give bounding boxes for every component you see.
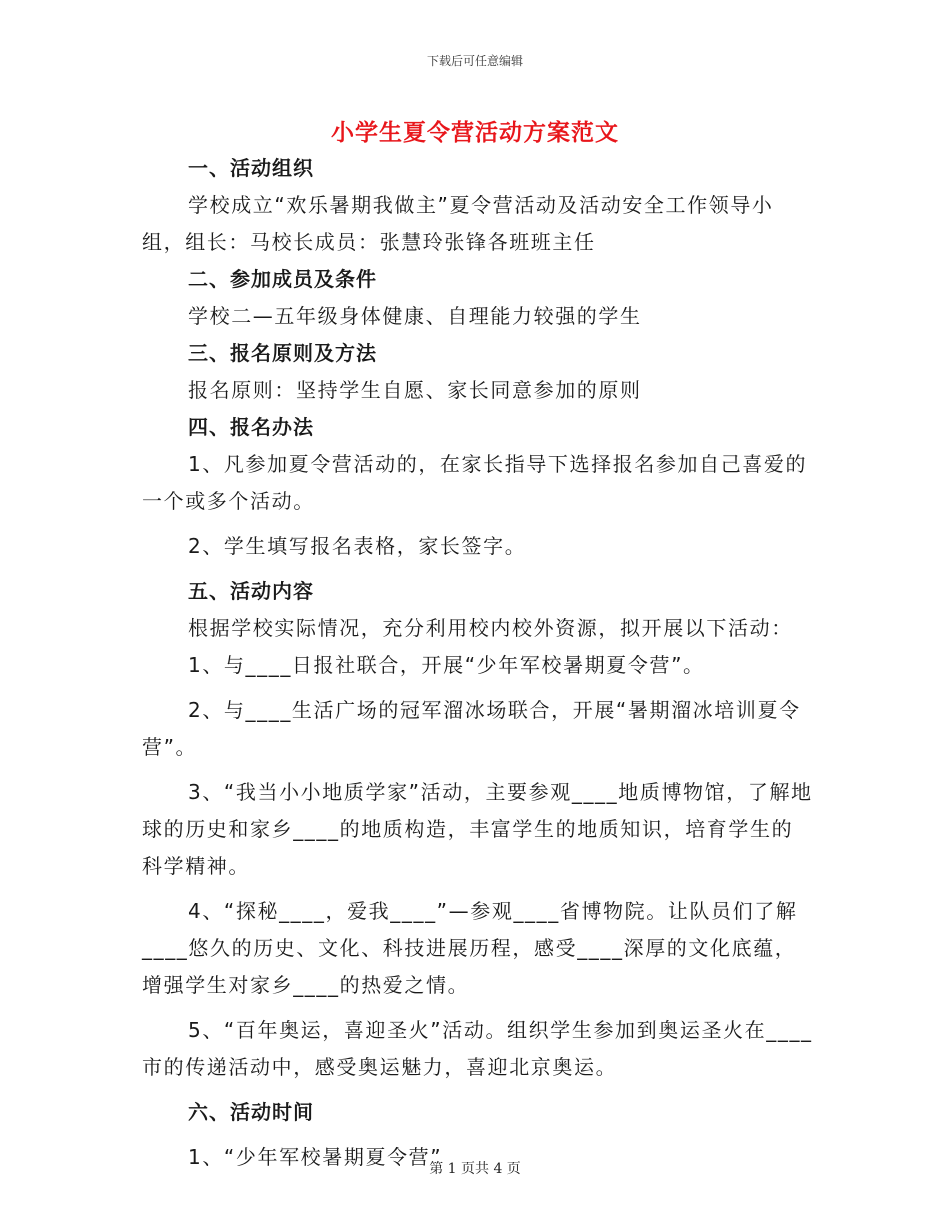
paragraph: 2、学生填写报名表格，家长签字。 [188,534,527,558]
header-note: 下载后可任意编辑 [426,54,523,68]
document-body [142,150,814,1176]
section-heading: 三、报名原则及方法 [188,341,377,365]
section-heading: 一、活动组织 [188,156,314,180]
page-title: 小学生夏令营活动方案范文 [331,120,619,146]
paragraph: 根据学校实际情况，充分利用校内校外资源，拟开展以下活动： [188,616,793,640]
section-heading: 四、报名办法 [188,415,314,439]
section-heading: 二、参加成员及条件 [188,267,377,291]
paragraph: 2、与____生活广场的冠军溜冰场联合，开展“暑期溜冰培训夏令营”。 [142,698,801,759]
paragraph: 5、“百年奥运，喜迎圣火”活动。组织学生参加到奥运圣火在____市的传递活动中，感受奥运魅力，喜迎北京奥运。 [142,1018,813,1079]
paragraph: 学校成立“欢乐暑期我做主”夏令营活动及活动安全工作领导小组，组长：马校长成员：张慧玲张锋各班班主任 [142,193,774,254]
page-footer: 第 1 页共 4 页 [429,1161,521,1177]
paragraph: 3、“我当小小地质学家”活动，主要参观____地质博物馆，了解地球的历史和家乡____的地质构造，丰富学生的地质知识，培育学生的科学精神。 [142,780,813,878]
paragraph: 学校二—五年级身体健康、自理能力较强的学生 [188,304,642,328]
paragraph: 报名原则：坚持学生自愿、家长同意参加的原则 [188,378,642,402]
paragraph: 1、凡参加夏令营活动的，在家长指导下选择报名参加自己喜爱的一个或多个活动。 [142,452,808,513]
section-heading: 六、活动时间 [188,1100,314,1124]
paragraph: 1、“少年军校暑期夏令营” [188,1145,443,1169]
section-heading: 五、活动内容 [188,579,314,603]
paragraph: 4、“探秘____，爱我____”—参观____省博物院。让队员们了解____悠久的历史、文化、科技进展历程，感受____深厚的文化底蕴，增强学生对家乡____的热爱之情。 [142,899,798,997]
paragraph: 1、与____日报社联合，开展“少年军校暑期夏令营”。 [188,653,705,677]
